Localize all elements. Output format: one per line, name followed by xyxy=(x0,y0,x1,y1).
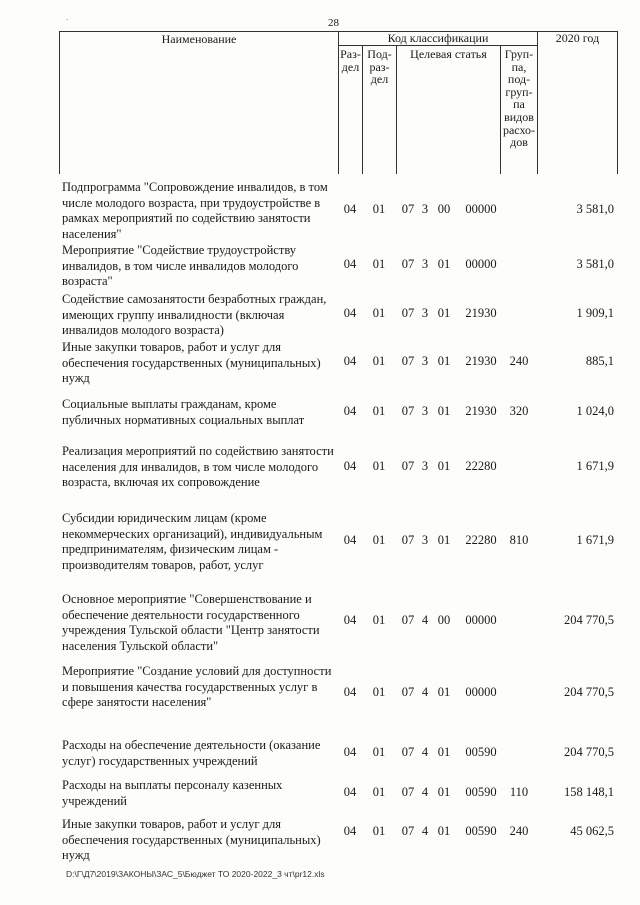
header-subsection: Под- раз- дел xyxy=(367,47,392,87)
header-year: 2020 год xyxy=(555,31,600,45)
row-name: Социальные выплаты гражданам, кроме публичных нормативных социальных выплат xyxy=(62,397,305,427)
row-section: 04 xyxy=(343,745,357,759)
row-target-program: 07 xyxy=(401,613,415,627)
row-amount: 1 909,1 xyxy=(576,306,614,320)
row-amount: 3 581,0 xyxy=(576,257,614,271)
header-name: Наименование xyxy=(161,32,237,46)
row-target-direction: 00590 xyxy=(465,824,497,838)
row-target-subprogram: 3 xyxy=(421,404,429,418)
row-section: 04 xyxy=(343,459,357,473)
row-target-event: 01 xyxy=(437,306,451,320)
row-name: Субсидии юридическим лицам (кроме некоммерческих организаций), индивидуальным предпринимателям, физическим лицам - производителям товаров, работ, услуг xyxy=(62,511,323,572)
row-name: Содействие самозанятости безработных граждан, имеющих группу инвалидности (включая инвалидов молодого возраста) xyxy=(62,292,327,337)
row-expense-group: 810 xyxy=(509,533,529,547)
row-section: 04 xyxy=(343,685,357,699)
row-target-direction: 00000 xyxy=(465,202,497,216)
row-name: Мероприятие "Создание условий для доступности и повышения качества государственных услуг в сфере занятости населения" xyxy=(62,664,332,709)
row-section: 04 xyxy=(343,306,357,320)
row-target-subprogram: 3 xyxy=(421,533,429,547)
row-amount: 1 024,0 xyxy=(576,404,614,418)
row-target-program: 07 xyxy=(401,745,415,759)
row-name: Мероприятие "Содействие трудоустройству инвалидов, в том числе инвалидов молодого возраста" xyxy=(62,243,299,288)
row-target-program: 07 xyxy=(401,257,415,271)
scan-mark: . xyxy=(66,12,69,22)
row-target-direction: 00000 xyxy=(465,613,497,627)
row-subsection: 01 xyxy=(372,824,386,838)
row-section: 04 xyxy=(343,202,357,216)
row-target-event: 01 xyxy=(437,533,451,547)
row-target-event: 01 xyxy=(437,404,451,418)
row-target-subprogram: 3 xyxy=(421,306,429,320)
row-amount: 204 770,5 xyxy=(564,745,614,759)
row-subsection: 01 xyxy=(372,685,386,699)
row-target-direction: 22280 xyxy=(465,459,497,473)
header-code-group: Код классификации xyxy=(387,31,489,45)
header-target: Целевая статья xyxy=(410,47,487,61)
row-subsection: 01 xyxy=(372,202,386,216)
row-target-direction: 00000 xyxy=(465,685,497,699)
row-section: 04 xyxy=(343,613,357,627)
row-amount: 204 770,5 xyxy=(564,613,614,627)
row-amount: 1 671,9 xyxy=(576,533,614,547)
row-name: Подпрограмма "Сопровождение инвалидов, в том числе молодого возраста, при трудоустройстве в рамках мероприятий по содействию занятости населения" xyxy=(62,180,328,241)
row-subsection: 01 xyxy=(372,404,386,418)
row-target-event: 01 xyxy=(437,785,451,799)
row-target-event: 00 xyxy=(437,202,451,216)
row-target-program: 07 xyxy=(401,202,415,216)
row-amount: 1 671,9 xyxy=(576,459,614,473)
row-amount: 158 148,1 xyxy=(564,785,614,799)
row-subsection: 01 xyxy=(372,306,386,320)
row-subsection: 01 xyxy=(372,613,386,627)
row-target-subprogram: 4 xyxy=(421,613,429,627)
row-target-event: 01 xyxy=(437,824,451,838)
row-target-subprogram: 3 xyxy=(421,354,429,368)
row-name: Расходы на обеспечение деятельности (оказание услуг) государственных учреждений xyxy=(62,738,321,768)
row-amount: 3 581,0 xyxy=(576,202,614,216)
row-target-program: 07 xyxy=(401,354,415,368)
row-target-program: 07 xyxy=(401,533,415,547)
row-target-subprogram: 4 xyxy=(421,685,429,699)
row-target-subprogram: 4 xyxy=(421,785,429,799)
row-expense-group: 320 xyxy=(509,404,529,418)
row-target-event: 01 xyxy=(437,459,451,473)
row-target-program: 07 xyxy=(401,404,415,418)
row-name: Расходы на выплаты персоналу казенных учреждений xyxy=(62,778,283,808)
row-amount: 885,1 xyxy=(585,354,614,368)
row-target-direction: 21930 xyxy=(465,354,497,368)
row-subsection: 01 xyxy=(372,533,386,547)
row-target-program: 07 xyxy=(401,459,415,473)
row-section: 04 xyxy=(343,404,357,418)
row-target-program: 07 xyxy=(401,306,415,320)
row-target-subprogram: 3 xyxy=(421,459,429,473)
row-name: Реализация мероприятий по содействию занятости населения для инвалидов, в том числе молодого возраста, включая их сопровождение xyxy=(62,444,334,489)
row-target-direction: 00000 xyxy=(465,257,497,271)
row-target-event: 00 xyxy=(437,613,451,627)
header-section: Раз- дел xyxy=(340,47,361,74)
row-subsection: 01 xyxy=(372,785,386,799)
row-target-subprogram: 4 xyxy=(421,745,429,759)
row-target-program: 07 xyxy=(401,685,415,699)
row-target-direction: 00590 xyxy=(465,745,497,759)
row-section: 04 xyxy=(343,354,357,368)
header-expense-group: Груп- па, под- груп- па видов расхо- дов xyxy=(502,47,536,150)
row-target-direction: 00590 xyxy=(465,785,497,799)
row-name: Иные закупки товаров, работ и услуг для обеспечения государственных (муниципальных) нужд xyxy=(62,817,321,862)
row-target-subprogram: 4 xyxy=(421,824,429,838)
row-subsection: 01 xyxy=(372,354,386,368)
row-target-subprogram: 3 xyxy=(421,202,429,216)
row-target-direction: 22280 xyxy=(465,533,497,547)
row-target-program: 07 xyxy=(401,824,415,838)
row-section: 04 xyxy=(343,785,357,799)
row-section: 04 xyxy=(343,824,357,838)
row-target-direction: 21930 xyxy=(465,306,497,320)
row-target-program: 07 xyxy=(401,785,415,799)
row-target-subprogram: 3 xyxy=(421,257,429,271)
row-target-event: 01 xyxy=(437,257,451,271)
row-amount: 204 770,5 xyxy=(564,685,614,699)
row-subsection: 01 xyxy=(372,459,386,473)
page-number: 28 xyxy=(328,17,339,29)
file-path-footer: D:\Г\Д7\2019\ЗАКОНЫ\ЗАС_5\Бюджет ТО 2020-2022_3 чт\pr12.xls xyxy=(66,869,325,879)
row-target-event: 01 xyxy=(437,685,451,699)
row-expense-group: 110 xyxy=(509,785,529,799)
row-amount: 45 062,5 xyxy=(570,824,614,838)
row-expense-group: 240 xyxy=(509,354,529,368)
row-section: 04 xyxy=(343,533,357,547)
row-target-direction: 21930 xyxy=(465,404,497,418)
row-subsection: 01 xyxy=(372,745,386,759)
row-target-event: 01 xyxy=(437,354,451,368)
row-expense-group: 240 xyxy=(509,824,529,838)
row-target-event: 01 xyxy=(437,745,451,759)
row-section: 04 xyxy=(343,257,357,271)
row-name: Основное мероприятие "Совершенствование и обеспечение деятельности государственного учреждения Тульской области "Центр занятости населения Тульской области" xyxy=(62,592,320,653)
row-subsection: 01 xyxy=(372,257,386,271)
row-name: Иные закупки товаров, работ и услуг для обеспечения государственных (муниципальных) нужд xyxy=(62,340,321,385)
